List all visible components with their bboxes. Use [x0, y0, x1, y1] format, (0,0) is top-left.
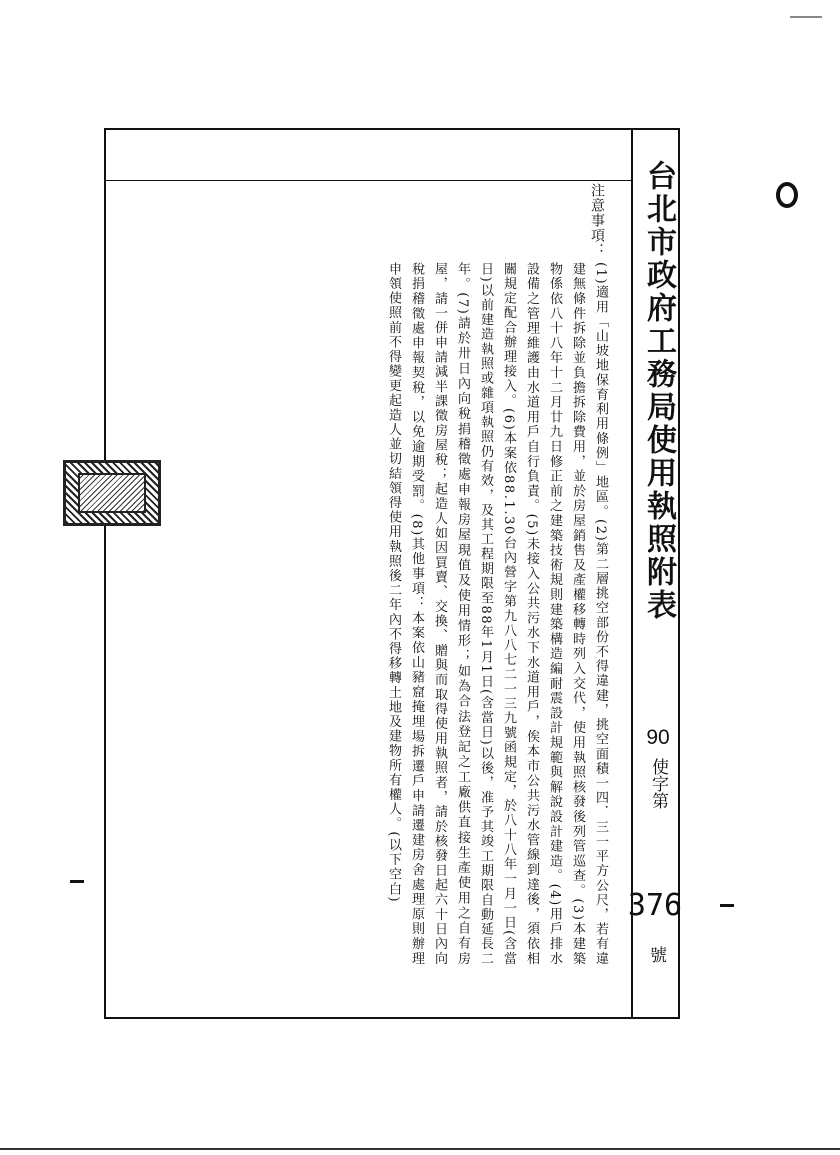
- permit-number: 376: [627, 888, 683, 923]
- binding-hole-mark: [776, 182, 798, 208]
- official-seal-stamp: [63, 460, 161, 526]
- notes-body: (1)適用「山坡地保育利用條例」地區。(2)第二層挑空部份不得違建，挑空面積一四．三一平方公尺，若有違建無條件拆除並負擔拆除費用，並於房屋銷售及產權移轉時列入交代，使用執照核發後列管巡查。(3)本建築物係依八十八年十二月廿九日修正前之建築技術規則建築構造編耐震設計規範與解說設計建造。(4)用戶排水設備之管理維護由水道用戶自行負責。(5)未接入公共污水下水道用戶，俟本市公共污水管線到達後，須依相關規定配合辦理接入。(6)本案依88.1.30台內營字第九八八七二一三九號函規定，於八十八年一月一日(含當日)以前建造執照或雜項執照仍有效，及其工程期限至88年1月1日(含當日)以後，准予其竣工期限自動延長二年。(7)請於卅日內向稅捐稽徵處申報房屋現值及使用情形；如為合法登記之工廠供直接生產使用之自有房屋，請一併申請減半課徵房屋稅；起造人如因買賣、交換、贈與而取得使用執照者，請於核發日起六十日內向稅捐稽徵處申報契稅，以免逾期受罰。(8)其他事項：本案依山豬窟掩埋場拆遷戶申請遷建房舍處理原則辦理申領使照前不得變更起造人並切結領得使用執照後二年內不得移轉土地及建物所有權人。(以下空白): [386, 262, 608, 966]
- notes-heading: 注意事項：: [589, 183, 605, 258]
- seal-inner: [78, 473, 146, 513]
- scan-mark-left: [70, 880, 84, 883]
- permit-suffix: 號: [646, 946, 666, 963]
- form-title: 台北市政府工務局使用執照附表: [641, 160, 676, 622]
- scan-mark-right: [720, 904, 734, 907]
- permit-year: 90: [646, 726, 670, 749]
- title-column-divider: [631, 128, 633, 1019]
- scan-edge: [0, 1148, 840, 1150]
- permit-word: 使字第: [648, 758, 668, 809]
- scan-mark-top: [790, 16, 822, 18]
- header-rule: [104, 180, 631, 181]
